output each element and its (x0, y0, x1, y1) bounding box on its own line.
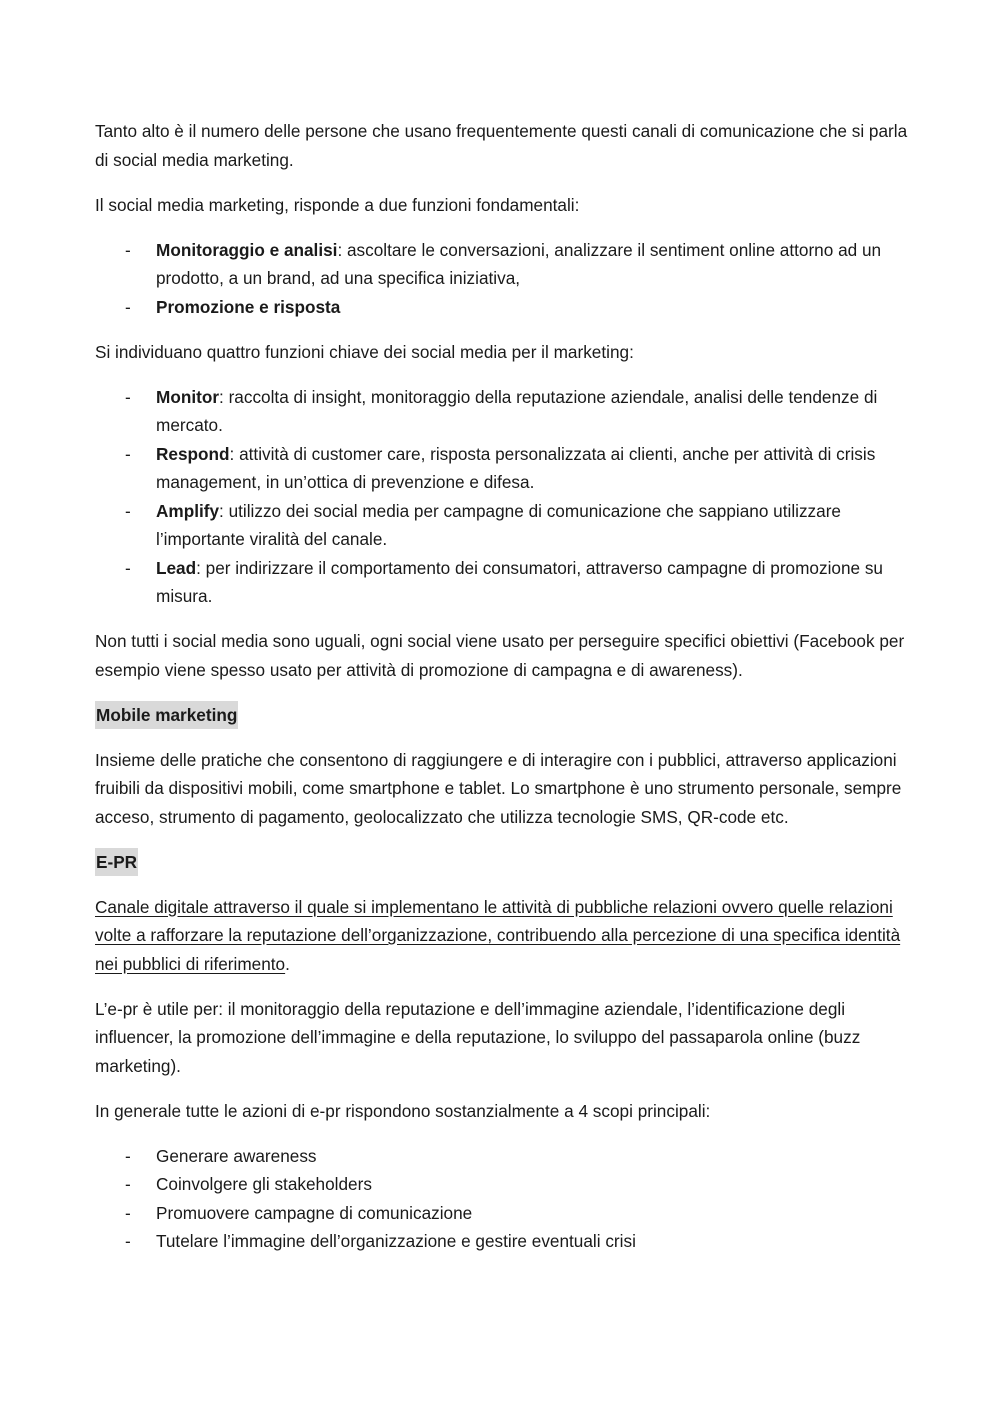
functions-intro: Il social media marketing, risponde a due funzioni fondamentali: (95, 194, 580, 215)
dash-bullet: - (125, 500, 131, 521)
list-item-text: : attività di customer care, risposta personalizzata ai clienti, anche per attività di crisis management, in un’ottica di prevenzione e difesa. (156, 443, 876, 492)
list-item (95, 554, 910, 611)
list-item (95, 497, 910, 554)
epr-heading-row (95, 848, 910, 877)
dash-bullet: - (125, 1174, 131, 1194)
mobile-marketing-heading: Mobile marketing (95, 701, 238, 730)
list-item-term: Monitor (156, 386, 220, 407)
epr-goals-intro: In generale tutte le azioni di e-pr rispondono sostanzialmente a 4 scopi principali: (95, 1100, 711, 1121)
functions-list (95, 236, 910, 322)
dash-bullet: - (125, 1145, 131, 1166)
epr-definition-end: . (285, 953, 290, 974)
list-item (95, 1170, 910, 1199)
list-item-text: : utilizzo dei social media per campagne di comunicazione che sappiano utilizzare l’importante viralità del canale. (156, 500, 841, 549)
dash-bullet: - (125, 557, 131, 578)
epr-definition-paragraph (95, 893, 910, 979)
dash-bullet: - (125, 443, 131, 464)
list-item-text: : raccolta di insight, monitoraggio della reputazione aziendale, analisi delle tendenze di mercato. (156, 386, 878, 435)
list-item-term: Monitoraggio e analisi (156, 239, 338, 260)
document-page (95, 117, 910, 1272)
dash-bullet: - (125, 1202, 131, 1223)
list-item (95, 1227, 910, 1256)
epr-definition: Canale digitale attraverso il quale si implementano le attività di pubbliche relazioni ovvero quelle relazioni volte a rafforzare la reputazione dell’organizzazione, contribuendo alla percezione di una specifica identità nei pubblici di riferimento (95, 896, 901, 974)
list-item (95, 236, 910, 293)
list-item-text: Tutelare l’immagine dell’organizzazione e gestire eventuali crisi (156, 1231, 636, 1251)
list-item (95, 1199, 910, 1228)
list-item-text: : per indirizzare il comportamento dei consumatori, attraverso campagne di promozione su misura. (156, 557, 883, 606)
list-item-term: Amplify (156, 500, 220, 521)
key-functions-intro: Si individuano quattro funzioni chiave dei social media per il marketing: (95, 341, 634, 362)
list-item (95, 383, 910, 440)
mobile-heading-row (95, 701, 910, 730)
list-item (95, 1142, 910, 1171)
mobile-marketing-paragraph: Insieme delle pratiche che consentono di raggiungere e di interagire con i pubblici, attraverso applicazioni fruibili da dispositivi mobili, come smartphone e tablet. Lo smartphone è uno strumento personale, sempre acceso, strumento di pagamento, geolocalizzato che utilizza tecnologie SMS, QR-code etc. (95, 749, 902, 827)
dash-bullet: - (125, 296, 131, 317)
list-item (95, 440, 910, 497)
list-item-term: Lead (156, 557, 197, 578)
epr-uses-paragraph: L’e-pr è utile per: il monitoraggio della reputazione e dell’immagine aziendale, l’identificazione degli influencer, la promozione dell’immagine e della reputazione, lo sviluppo del passaparola online (buzz marketing). (95, 998, 861, 1076)
list-item-text: Coinvolgere gli stakeholders (156, 1174, 372, 1194)
list-item (95, 293, 910, 322)
epr-heading: E-PR (95, 848, 138, 877)
list-item-text: : ascoltare le conversazioni, analizzare il sentiment online attorno ad un prodotto, a un brand, ad una specifica iniziativa, (156, 239, 882, 288)
list-item-term: Promozione e risposta (156, 296, 341, 317)
list-item-text: Generare awareness (156, 1145, 317, 1166)
intro-paragraph: Tanto alto è il numero delle persone che usano frequentemente questi canali di comunicazione che si parla di social media marketing. (95, 121, 908, 170)
dash-bullet: - (125, 386, 131, 407)
key-functions-list (95, 383, 910, 611)
list-item-text: Promuovere campagne di comunicazione (156, 1202, 473, 1223)
dash-bullet: - (125, 1231, 131, 1251)
social-note-paragraph: Non tutti i social media sono uguali, ogni social viene usato per perseguire specifici obiettivi (Facebook per esempio viene spesso usato per attività di promozione di campagna e di awareness). (95, 631, 905, 680)
epr-goals-list (95, 1142, 910, 1256)
list-item-term: Respond (156, 443, 230, 464)
dash-bullet: - (125, 239, 131, 260)
